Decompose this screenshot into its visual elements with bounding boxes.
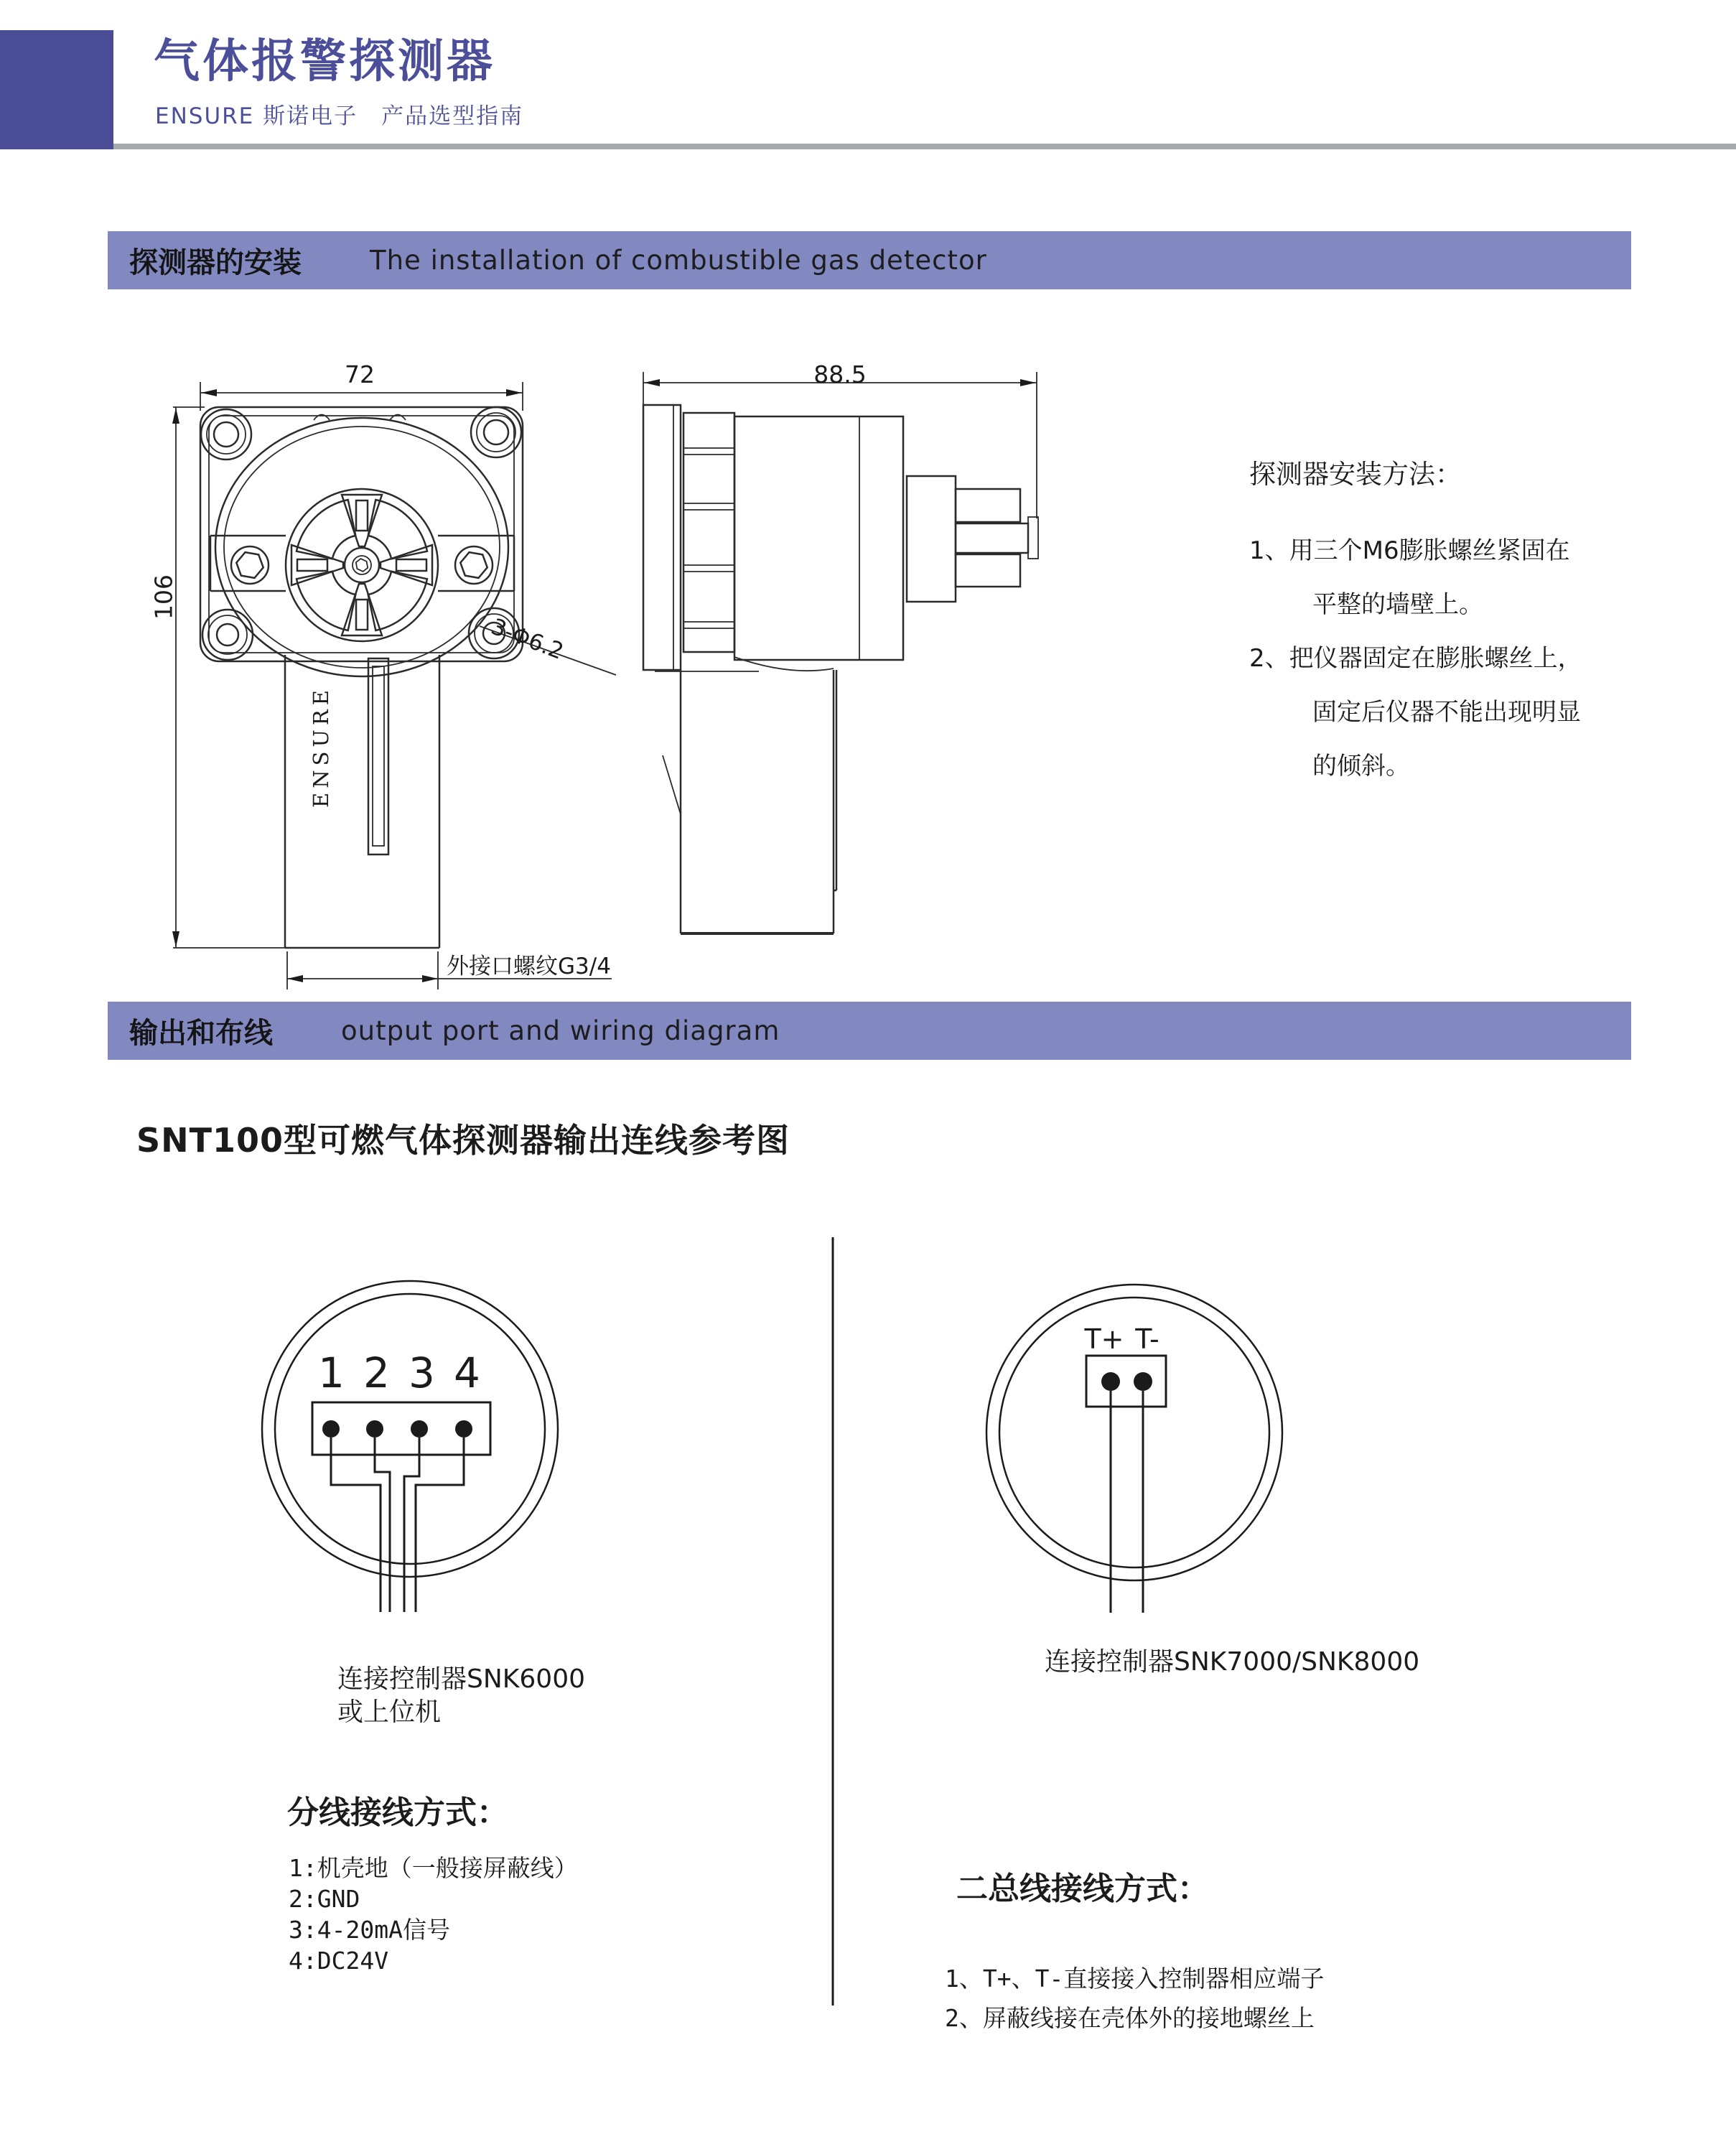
terminal-label: 1 — [318, 1348, 345, 1397]
page-subtitle: ENSURE 斯诺电子 产品选型指南 — [155, 103, 524, 129]
terminal-label: T+ — [1084, 1323, 1124, 1355]
side-view-drawing — [643, 372, 1038, 933]
install-line: 固定后仪器不能出现明显 — [1312, 698, 1581, 727]
dim-106 — [172, 407, 285, 948]
banner-installation-zh: 探测器的安装 — [129, 246, 302, 279]
split-wiring-list — [289, 1853, 578, 1976]
terminal-t-labels — [1083, 1323, 1169, 1355]
bus-wiring-list — [945, 1959, 1324, 2038]
hex-nut-left — [231, 546, 269, 584]
hex-nut-right — [455, 546, 493, 584]
front-view-drawing — [172, 382, 616, 989]
holes-label: 3-Φ6.2 — [487, 613, 567, 665]
install-line: 2、把仪器固定在膨胀螺丝上， — [1249, 644, 1582, 673]
install-line: 1、用三个M6膨胀螺丝紧固在 — [1249, 536, 1570, 565]
left-diagram-caption — [337, 1663, 585, 1729]
caption-line: 或上位机 — [337, 1697, 442, 1727]
install-line: 平整的墙壁上。 — [1312, 590, 1483, 619]
wiring-section-title: SNT100型可燃气体探测器输出连线参考图 — [136, 1121, 790, 1160]
terminal-numbers — [309, 1348, 490, 1397]
wiring-item: 3:4-20mA信号 — [289, 1916, 450, 1944]
side-width-dim-label: 88.5 — [813, 360, 867, 388]
wiring-item: 1、T+、T-直接接入控制器相应端子 — [945, 1965, 1325, 1993]
thread-label: 外接口螺纹G3/4 — [447, 954, 611, 979]
corner-screw-holes — [201, 407, 521, 660]
split-wiring-title: 分线接线方式： — [287, 1794, 508, 1831]
right-diagram-caption: 连接控制器SNK7000/SNK8000 — [1045, 1647, 1420, 1677]
page-title: 气体报警探测器 — [154, 35, 495, 88]
front-height-dim-label: 106 — [149, 574, 178, 620]
terminal-label: 3 — [409, 1348, 435, 1397]
wiring-item: 2:GND — [289, 1885, 360, 1913]
terminal-label: T- — [1135, 1323, 1159, 1355]
wiring-item: 1:机壳地（一般接屏蔽线） — [289, 1854, 578, 1882]
banner-wiring-en: output port and wiring diagram — [341, 1015, 780, 1046]
caption-line: 连接控制器SNK6000 — [337, 1664, 586, 1694]
install-method-lines — [1249, 524, 1582, 793]
terminal-label: 4 — [454, 1348, 480, 1397]
section-banner-wiring — [108, 1002, 1631, 1060]
banner-installation-en: The installation of combustible gas detector — [370, 245, 987, 276]
brand-label: ENSURE — [309, 686, 333, 808]
install-line: 的倾斜。 — [1312, 752, 1410, 781]
terminal-label: 2 — [363, 1348, 390, 1397]
fan-rotor — [286, 489, 438, 641]
wiring-item: 4:DC24V — [289, 1947, 389, 1975]
install-method-title: 探测器安装方法： — [1249, 459, 1462, 490]
front-width-dim-label: 72 — [345, 360, 375, 388]
dim-885 — [643, 372, 1037, 518]
banner-wiring-zh: 输出和布线 — [129, 1017, 273, 1050]
wiring-item: 2、屏蔽线接在壳体外的接地螺丝上 — [945, 2004, 1315, 2032]
wiring-diagram-4wire — [262, 1281, 558, 1612]
bus-wiring-title: 二总线接线方式： — [956, 1871, 1209, 1907]
